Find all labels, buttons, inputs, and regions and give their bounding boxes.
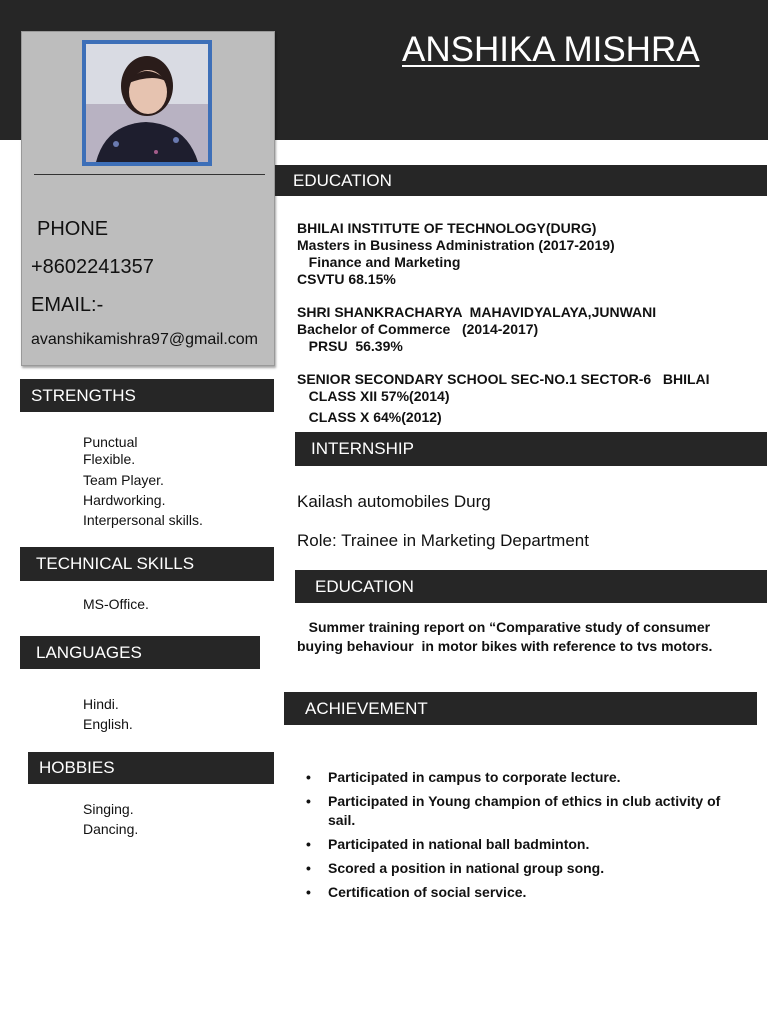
internship-role: Role: Trainee in Marketing Department xyxy=(297,531,589,550)
strengths-title: STRENGTHS xyxy=(31,385,136,405)
phone-label: PHONE xyxy=(37,218,109,240)
technical-skill-item: MS-Office. xyxy=(83,596,149,612)
hobbies-title: HOBBIES xyxy=(39,758,115,777)
training-line: buying behaviour in motor bikes with reference to tvs motors. xyxy=(297,638,713,654)
candidate-name: ANSHIKA MISHRA xyxy=(402,30,700,69)
languages-title: LANGUAGES xyxy=(36,642,142,662)
education-line: SENIOR SECONDARY SCHOOL SEC-NO.1 SECTOR-6 BHILAI xyxy=(297,371,710,387)
education-line: BHILAI INSTITUTE OF TECHNOLOGY(DURG) xyxy=(297,220,597,236)
education-line: Masters in Business Administration (2017-2019) xyxy=(297,237,615,253)
internship-header xyxy=(295,432,767,466)
card-divider xyxy=(34,174,265,175)
technical-skills-title: TECHNICAL SKILLS xyxy=(36,554,195,573)
education-line: CSVTU 68.15% xyxy=(297,271,396,287)
achievement-header xyxy=(284,692,757,725)
hobby-item: Singing. xyxy=(83,801,134,817)
strength-item: Flexible. xyxy=(83,451,136,467)
education-title: EDUCATION xyxy=(293,170,392,190)
achievement-item: • Participated in campus to corporate lecture. xyxy=(306,768,746,787)
email-address: avanshikamishra97@gmail.com xyxy=(31,331,258,348)
hobbies-header xyxy=(28,752,274,784)
strength-item: Hardworking. xyxy=(83,492,166,508)
language-item: English. xyxy=(83,716,133,732)
education-line: CLASS X 64%(2012) xyxy=(297,409,442,425)
achievement-item: • Participated in national ball badminton. xyxy=(306,835,746,854)
achievement-item: • Scored a position in national group song. xyxy=(306,859,746,878)
education-header xyxy=(275,165,767,196)
phone-number: +8602241357 xyxy=(31,256,154,278)
email-label: EMAIL:- xyxy=(31,294,104,316)
technical-skills-header xyxy=(20,547,274,581)
profile-photo xyxy=(82,40,212,166)
education-training-header xyxy=(295,570,767,603)
achievement-list xyxy=(306,768,746,907)
languages-header xyxy=(20,636,260,669)
education-line: Finance and Marketing xyxy=(297,254,461,270)
internship-company: Kailash automobiles Durg xyxy=(297,492,491,511)
strength-item: Interpersonal skills. xyxy=(83,512,203,528)
internship-title: INTERNSHIP xyxy=(311,439,414,458)
education-line: CLASS XII 57%(2014) xyxy=(297,388,450,404)
strength-item: Punctual xyxy=(83,434,138,450)
training-line: Summer training report on “Comparative study of consumer xyxy=(297,619,711,635)
language-item: Hindi. xyxy=(83,696,119,712)
hobby-item: Dancing. xyxy=(83,821,139,837)
portrait-image xyxy=(86,44,208,162)
education-line: PRSU 56.39% xyxy=(297,338,403,354)
strength-item: Team Player. xyxy=(83,472,164,488)
education-line: SHRI SHANKRACHARYA MAHAVIDYALAYA,JUNWANI xyxy=(297,304,657,320)
strengths-header xyxy=(20,379,274,412)
education-training-title: EDUCATION xyxy=(315,576,414,596)
education-line: Bachelor of Commerce (2014-2017) xyxy=(297,321,539,337)
achievement-item: • Certification of social service. xyxy=(306,883,746,902)
achievement-item: • Participated in Young champion of ethics in club activity of sail. xyxy=(306,792,746,830)
achievement-title: ACHIEVEMENT xyxy=(305,698,428,718)
